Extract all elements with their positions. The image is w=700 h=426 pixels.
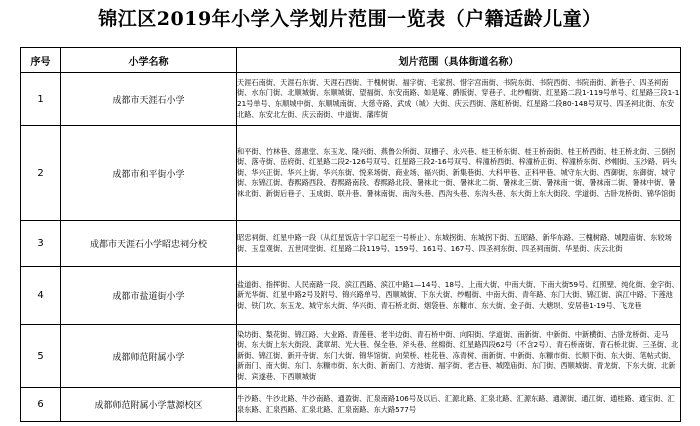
- allocation-table: [20, 47, 681, 422]
- street-list: 和平街、竹林巷、慈惠堂、东玉龙、隆兴街、燕鲁公所街、双栅子、永兴巷、桂王桥东街、桂王桥南街、桂王桥西街、桂王桥北街、三倒拐街、落寺街、岳府街、红星路二段2-126号双号、红星路三段2-16号双号、梓潼桥西街、梓潼桥正街、梓潼桥东街、纱帽街、玉沙路、码头街、华兴正街、华兴上街、华兴东街、悦来场街、商业场、福兴街、新集巷街、大科甲巷、正科甲巷、城守东大街、西御街、东御街、城守街、东锦江街、春熙路西段、春熙路南段、春熙路北段、暑袜北一街、暑袜北二街、暑袜北三街、暑袜南一街、暑袜南二街、暑袜中街、暑袜北街、新街后巷子、玉成街、联升巷、暑袜南街、南沟头巷、西沟头巷、东沟头巷、东大街上东大街段、学道街、古卧龙桥街、锦华馆街: [237, 126, 681, 221]
- street-list: 染坊街、梨花街、锦江路、大业路、青莲巷、老半边街、青石桥中街、向阳街、学道街、南新街、中新街、中新横街、古卧龙桥街、走马街、东大街上东大街段、龚章胡、光大巷、保全巷、斧头巷、丝棉街、红星路四段62号（不含2号）、青石桥南街、青石桥北街、三圣街、北新街、锦江街、新开寺街、东门大街、锦华馆街、向荣桥、桂花巷、冻青树、南新街、中新街、东糠市街、长顺下街、东大街、笔帖式街、新南门、南大街、东门、东糠市街、东大街、新南门、方池街、福字街、老古巷、城隍庙街、东门街、西顺城街、青龙街、下东大街、北新街、宾遂巷、下西顺城街: [237, 325, 681, 388]
- row-index: 4: [21, 267, 61, 325]
- table-row: [21, 221, 681, 267]
- table-row: [21, 267, 681, 325]
- table-row: [21, 126, 681, 221]
- row-index: 6: [21, 388, 61, 422]
- table-row: [21, 73, 681, 126]
- school-name: 成都师范附属小学: [61, 325, 237, 388]
- row-index: 1: [21, 73, 61, 126]
- street-list: 牛沙路、牛沙北路、牛沙南路、通盈街、汇泉南路106号及以后、汇源北路、汇泉北路、汇源东路、通源街、通江街、通桂路、通宝街、汇泉东路、汇泉西路、汇泉北路、汇泉南路、东大路577号: [237, 388, 681, 422]
- school-name: 成都市天涯石小学昭忠祠分校: [61, 221, 237, 267]
- school-name: 成都市盐道街小学: [61, 267, 237, 325]
- row-index: 5: [21, 325, 61, 388]
- row-index: 2: [21, 126, 61, 221]
- row-index: 3: [21, 221, 61, 267]
- header-index: 序号: [21, 48, 61, 73]
- table-header-row: [21, 48, 681, 73]
- table-row: [21, 388, 681, 422]
- street-list: 天涯石南街、天涯石东街、天涯石西街、干槐树街、福字街、毛家拐、惜字宫南街、书院东街、书院西街、书院南街、新巷子、四圣祠南街、水东门街、北顺城街、东顺城街、望福街、东安南路、如是庵、爵版街、穿巷子、北纱帽街、红星路二段1-119号单号、红星路三段1-121号单号、东顺城中街、东顺城南街、大慈寺路、武成（城）大街、庆云西街、落虹桥街、红星路二段80-148号双号、四圣祠北街、东安北路、东安北左街、庆云南街、中道街、藩库街: [237, 73, 681, 126]
- school-name: 成都市和平街小学: [61, 126, 237, 221]
- table-row: [21, 325, 681, 388]
- document-title: 锦江区2019年小学入学划片范围一览表（户籍适龄儿童）: [98, 8, 602, 30]
- street-list: 盐道街、指挥街、人民南路一段、滨江西路、滨江中路1—14号、18号、上南大街、中南大街、下南大街59号、红照壁、纯化街、金字街、新光华街、红星中路2号及附号、锦兴路单号、西顺城街、下东大街、纱帽街、中南大街、青年路、东门大街、锦江街、滨江中路、下莲池街、铁门坎、东玉龙、城守东大街、华兴街、青石桥北街、烟袋巷、东糠市、东大街、金子街、大塘坝、安居巷1-19号、飞龙巷: [237, 267, 681, 325]
- header-school: 小学名称: [61, 48, 237, 73]
- school-name: 成都市天涯石小学: [61, 73, 237, 126]
- school-name: 成都师范附属小学慧源校区: [61, 388, 237, 422]
- street-list: 昭忠祠街、红星中路一段（从红星饭店十字口起至一号桥止）、东城拐街、东城拐下街、五昭路、新华东路、三槐树路、城隍庙街、东较场街、玉皇观街、五世同堂街、红星路二段119号、159号、161号、167号、四圣祠东街、四圣祠南街、华星街、庆云北街: [237, 221, 681, 267]
- header-streets: 划片范围（具体街道名称）: [237, 48, 681, 73]
